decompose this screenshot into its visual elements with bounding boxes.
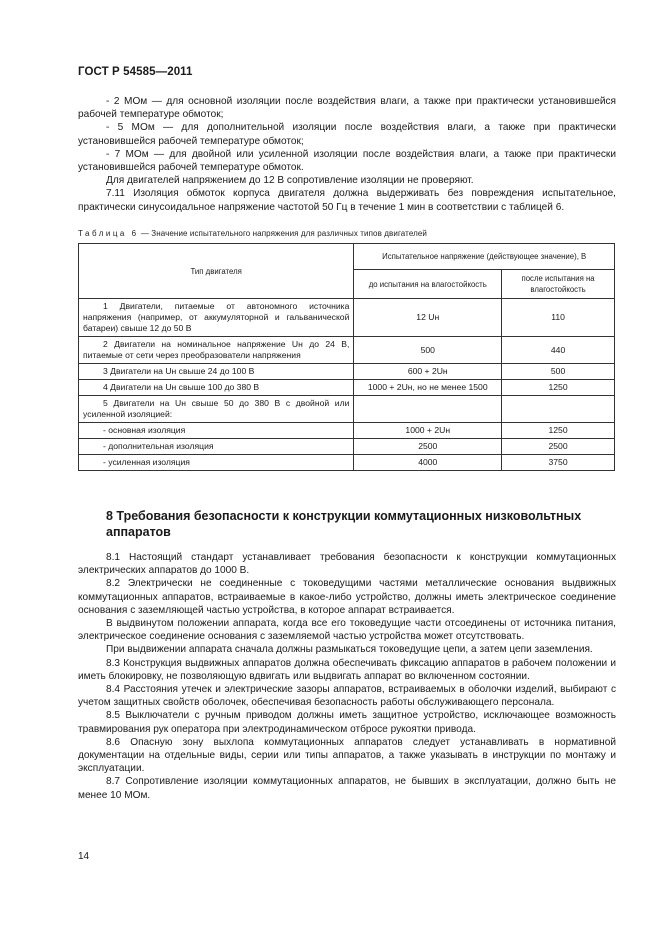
cell-after: 1250 — [502, 423, 615, 439]
cell-before: 500 — [354, 337, 502, 364]
cell-before: 12 Uн — [354, 299, 502, 337]
page-number: 14 — [78, 851, 90, 862]
cell-before: 2500 — [354, 439, 502, 455]
cell-after: 440 — [502, 337, 615, 364]
table-caption — [78, 229, 427, 238]
paragraph-8-1: 8.1 Настоящий стандарт устанавливает требования безопасности к конструкции коммутационных электрических аппаратов до 1000 В. — [78, 552, 616, 577]
paragraph-8-3: 8.3 Конструкция выдвижных аппаратов должна обеспечивать фиксацию аппаратов в рабочем положении и иметь блокировку, не позволяющую вдвигать или выдвигать аппарат во включенном состоянии. — [78, 657, 616, 682]
table-row — [79, 364, 615, 380]
section-8-title: 8 Требования безопасности к конструкции коммутационных низковольтных аппаратов — [106, 509, 582, 539]
cell-before: 1000 + 2Uн, но не менее 1500 — [354, 380, 502, 396]
table-caption-text: — Значение испытательного напряжения для различных типов двигателей — [138, 229, 428, 238]
cell-after: 1250 — [502, 380, 615, 396]
cell-type: - основная изоляция — [79, 423, 354, 439]
paragraph-7-11: 7.11 Изоляция обмоток корпуса двигателя должна выдерживать без повреждения испытательное, практически синусоидальное напряжение частотой 50 Гц в течение 1 мин в соответствии с таблицей 6. — [78, 188, 616, 213]
table-row — [79, 423, 615, 439]
document-header: ГОСТ Р 54585—2011 — [78, 66, 193, 78]
cell-before: 1000 + 2Uн — [354, 423, 502, 439]
paragraph-8-2-withdrawn: В выдвинутом положении аппарата, когда все его токоведущие части отсоединены от источника питания, электрическое соединение основания с заземляемой частью устройства может отсутствовать. — [78, 618, 616, 643]
cell-after: 110 — [502, 299, 615, 337]
paragraph-8-2: 8.2 Электрически не соединенные с токоведущими частями металлические основания выдвижных коммутационных аппаратов, встраиваемые в какое-либо устройство, должны иметь электрическое соединение основания с заземляющей частью устройства, в которое аппарат встраивается. — [78, 578, 616, 616]
header-motor-type: Тип двигателя — [79, 244, 354, 299]
table-row — [79, 380, 615, 396]
paragraph-8-5: 8.5 Выключатели с ручным приводом должны иметь защитное устройство, исключающее возможность травмирования рук оператора при электродинамическом отбросе рукоятки привода. — [78, 710, 616, 735]
table-row — [79, 396, 615, 423]
paragraph-8-6: 8.6 Опасную зону выхлопа коммутационных аппаратов следует устанавливать в нормативной документации на отдельные виды, серии или типы аппаратов, а также указывать в инструкции по монтажу и эксплуатации. — [78, 736, 616, 775]
cell-type: - усиленная изоляция — [79, 455, 354, 471]
table-caption-label: Таблица 6 — [78, 229, 139, 238]
paragraph-8-7: 8.7 Сопротивление изоляции коммутационных аппаратов, не бывших в эксплуатации, должно быть не менее 10 МОм. — [78, 776, 616, 801]
cell-type: 5 Двигатели на Uн свыше 50 до 380 В с двойной или усиленной изоляцией: — [79, 396, 354, 423]
cell-type: 4 Двигатели на Uн свыше 100 до 380 В — [79, 380, 354, 396]
bullet-5mohm: - 5 МОм — для дополнительной изоляции после воздействия влаги, а также при практически установившейся рабочей температуре обмоток; — [78, 122, 616, 147]
bullet-2mohm: - 2 МОм — для основной изоляции после воздействия влаги, а также при практически установившейся рабочей температуре обмоток; — [78, 96, 616, 121]
header-test-voltage: Испытательное напряжение (действующее значение), В — [354, 244, 615, 270]
header-after-humidity: после испытания на влагостойкость — [502, 270, 615, 299]
paragraph-8-2-disconnect: При выдвижении аппарата сначала должны размыкаться токоведущие цепи, а затем цепи заземления. — [106, 644, 593, 656]
cell-after: 500 — [502, 364, 615, 380]
table-row — [79, 455, 615, 471]
section-8-body — [78, 551, 616, 802]
table-row — [79, 337, 615, 364]
cell-before: 4000 — [354, 455, 502, 471]
cell-type: 1 Двигатели, питаемые от автономного источника напряжения (например, от аккумуляторной и гальванической батареи) свыше 12 до 50 В — [79, 299, 354, 337]
cell-after: 2500 — [502, 439, 615, 455]
header-before-humidity: до испытания на влагостойкость — [354, 270, 502, 299]
cell-type: 2 Двигатели на номинальное напряжение Uн до 24 В, питаемые от сети через преобразователи напряжения — [79, 337, 354, 364]
cell-type: - дополнительная изоляция — [79, 439, 354, 455]
bullet-7mohm: - 7 МОм — для двойной или усиленной изоляции после воздействия влаги, а также при практически установившейся рабочей температуре обмоток. — [78, 148, 616, 174]
cell-before: 600 + 2Uн — [354, 364, 502, 380]
top-text-block — [78, 95, 616, 214]
paragraph-12v: Для двигателей напряжением до 12 В сопротивление изоляции не проверяют. — [106, 175, 474, 187]
table-row — [79, 299, 615, 337]
cell-after: 3750 — [502, 455, 615, 471]
table-row — [79, 439, 615, 455]
paragraph-8-4: 8.4 Расстояния утечек и электрические зазоры аппаратов, встраиваемых в оболочки изделий, выбирают с учетом защитных свойств оболочек, обеспечивая безопасность работы обслуживающего персонала. — [78, 684, 616, 709]
cell-type: 3 Двигатели на Uн свыше 24 до 100 В — [79, 364, 354, 380]
cell-after — [502, 396, 615, 423]
cell-before — [354, 396, 502, 423]
test-voltage-table — [78, 243, 615, 471]
